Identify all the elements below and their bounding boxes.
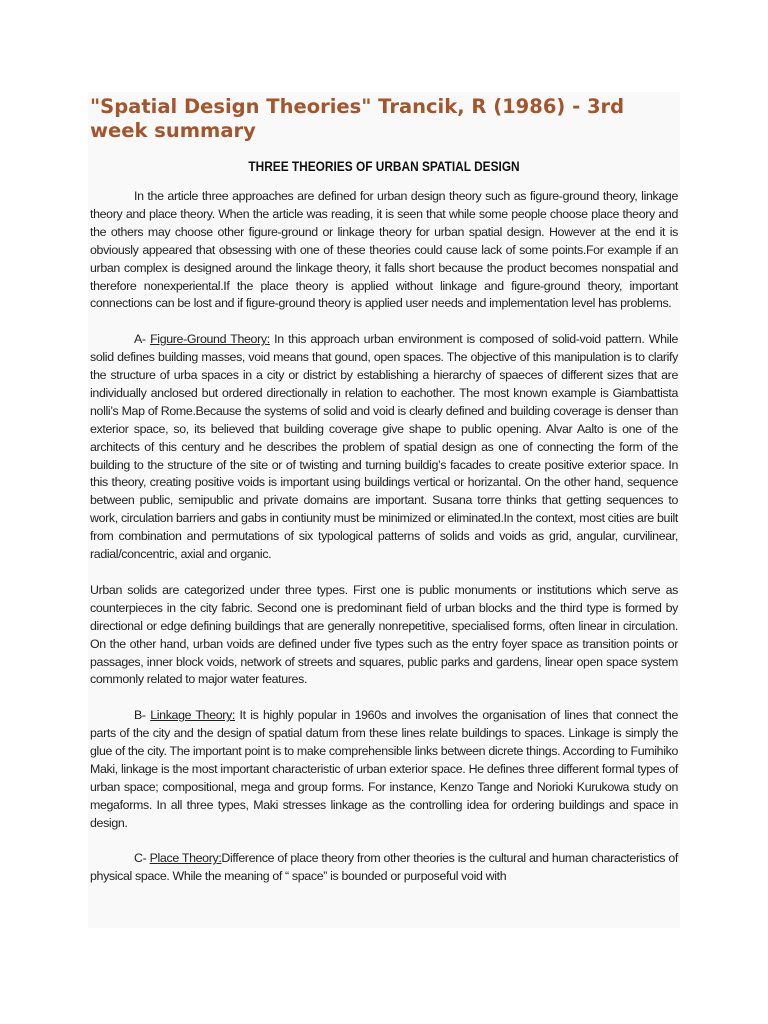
figure-ground-text: In this approach urban environment is composed of solid-void pattern. While solid defines building masses, void means that gound, open spaces. The objective of this manipulation is to clarify the structure of urba spaces in a city or district by establishing a hierarchy of spaeces of different sizes that are individually anclosed but ordered directionally in relation to eachother. The most known example is Giambattista nolli’s Map of Rome.Because the systems of solid and void is clearly defined and building coverage is denser than exterior space, so, its believed that building coverage give shape to public opening. Alvar Aalto is one of the architects of this century and he describes the problem of spatial design as one of connecting the form of the building to the structure of the site or of twisting and turning buildig’s facades to create positive exterior space. In this theory, creating positive voids is important using buildings vertical or horizantal. On the other hand, sequence between public, semipublic and private domains are important. Susana torre thinks that getting sequences to work, circulation barriers and gabs in contiunity must be minimized or eliminated.In the context, most cities are built from combination and permutations of six typological patterns of solids and voids as grid, angular, curvilinear, radial/concentric, axial and organic.: [90, 332, 679, 562]
figure-ground-colon: :: [266, 332, 270, 347]
place-term: Place Theory:: [149, 851, 222, 866]
intro-paragraph: In the article three approaches are defined for urban design theory such as figure-ground theory, linkage theory and place theory. When the article was reading, it is seen that while some people choose place theory and the others may choose other figure-ground or linkage theory for urban spatial design. However at the end it is obviously appeared that obsessing with one of these theories could cause lack of some points.For example if an urban complex is designed around the linkage theory, it falls short because the product becomes nonspatial and therefore nonexperiental.If the place theory is applied without linkage and figure-ground theory, important connections can be lost and if figure-ground theory is applied user needs and implementation level has problems.: [90, 189, 678, 311]
figure-ground-term: Figure-Ground Theory: [150, 332, 267, 347]
urban-solids-paragraph: Urban solids are categorized under three types. First one is public monuments or institutions which serve as counterpieces in the city fabric. Second one is predominant field of urban blocks and the third type is formed by directional or edge defining buildings that are generally nonrepetitive, specialised forms, often linear in circulation. On the other hand, urban voids are defined under five types such as the entry foyer space as transition points or passages, inner block voids, network of streets and squares, public parks and gardens, linear open space system commonly related to major water features.: [90, 582, 678, 687]
section-heading: THREE THEORIES OF URBAN SPATIAL DESIGN: [248, 159, 520, 174]
document-body: [90, 188, 678, 886]
figure-ground-paragraph: [90, 331, 678, 564]
section-b-prefix: B-: [134, 708, 146, 723]
document-title: "Spatial Design Theories" Trancik, R (1986) - 3rd week summary: [90, 95, 625, 142]
document-page: [88, 92, 680, 928]
place-paragraph: [90, 850, 678, 886]
linkage-text: It is highly popular in 1960s and involves the organisation of lines that connect the parts of the city and the design of spatial datum from these lines relate buildings to spaces. Linkage is simply the glue of the city. The important point is to make comprehensible links between dicrete things. According to Fumihiko Maki, linkage is the most important characteristic of urban exterior space. He defines three different formal types of urban space; compositional, mega and group forms. For instance, Kenzo Tange and Norioki Kurukowa study on megaforms. In all three types, Maki stresses linkage as the controlling idea for ordering buildings and space in design.: [90, 708, 678, 830]
section-c-prefix: C-: [134, 851, 147, 866]
section-a-prefix: A-: [134, 332, 146, 347]
linkage-paragraph: [90, 707, 678, 832]
place-text: Difference of place theory from other theories is the cultural and human characteristics of physical space. While the meaning of “ space” is bounded or purposeful void with: [90, 851, 679, 884]
linkage-term: Linkage Theory:: [150, 708, 236, 723]
